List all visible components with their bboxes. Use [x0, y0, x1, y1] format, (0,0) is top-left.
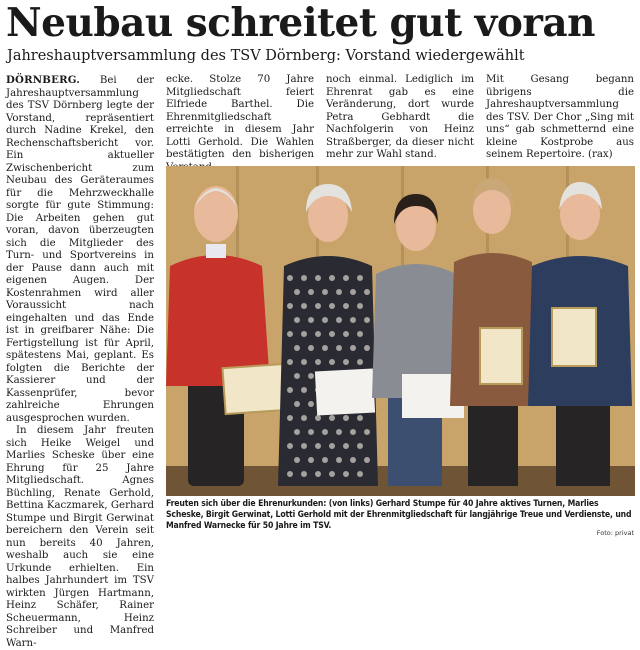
article-paragraph-1	[6, 74, 154, 425]
article-column-3: noch einmal. Lediglich im Ehrenrat gab es eine Veränderung, dort wurde Petra Gebhardt die Nachfolgerin von Heinz Straßberger, da dieser nicht mehr zur Wahl stand.	[326, 74, 474, 160]
headline: Neubau schreitet gut voran	[6, 0, 596, 46]
subheadline: Jahreshauptversammlung des TSV Dörnberg: Vorstand wiedergewählt	[7, 48, 525, 64]
article-paragraph-2: In diesem Jahr freuten sich Heike Weigel und Marlies Scheske über eine Ehrung für 25 Jahre Mitgliedschaft. Agnes Büchling, Renate Gerhold, Bettina Kaczmarek, Gerhard Stumpe und Birgit Gerwinat bereichern den Verein seit nun bereits 40 Jahren, weshalb auch sie eine Urkunde erhielten. Ein halbes Jahrhundert im TSV wirkten Jürgen Hartmann, Heinz Schäfer, Rainer Scheuermann, Heinz Schreiber und Manfred Warn-	[6, 425, 154, 649]
photo-credit: Foto: privat	[596, 529, 634, 537]
column-1-paragraph-1-text: Bei der Jahreshauptversammlung des TSV Dörnberg legte der Vorstand, repräsentiert durch Nadine Krekel, den Rechenschaftsbericht vor. Ein aktueller Zwischenbericht zum Neubau des Geräteraumes für die Mehrzweckhalle sorgte für gute Stimmung: Die Arbeiten gehen gut voran, davon überzeugten sich die Mitglieder des Turn- und Sportvereins in der Pause dann auch mit eigenen Augen. Der Kostenrahmen wird aller Voraussicht nach eingehalten und das Ende ist in greifbarer Nähe: Die Fertigstellung ist für April, spätestens Mai, geplant. Es folgten die Berichte der Kassierer und der Kassenprüfer, bevor zahlreiche Ehrungen ausgesprochen wurden.	[6, 75, 154, 424]
group-photo-illustration	[166, 166, 635, 496]
article-column-2: ecke. Stolze 70 Jahre Mitgliedschaft feiert Elfriede Barthel. Die Ehrenmitgliedschaft erreichte in diesem Jahr Lotti Gerhold. Die Wahlen bestätigten den bisherigen	[166, 74, 314, 160]
article-column-4: Mit Gesang begann übrigens die Jahreshauptversammlung des TSV. Der Chor „Sing mit uns“ gab schmetternd eine kleine Kostprobe aus seinem Repertoire. (rax)	[486, 74, 634, 160]
dateline: DÖRNBERG.	[6, 74, 81, 86]
article-column-1	[6, 74, 154, 649]
group-photo	[166, 166, 635, 496]
photo-caption: Freuten sich über die Ehrenurkunden: (von links) Gerhard Stumpe für 40 Jahre aktives Turnen, Marlies Scheske, Birgit Gerwinat, Lotti Gerhold mit der Ehrenmitgliedschaft für langjährige Treue und Verdienste, und Manfred Warnecke für 50 Jahre im TSV.	[166, 499, 632, 531]
